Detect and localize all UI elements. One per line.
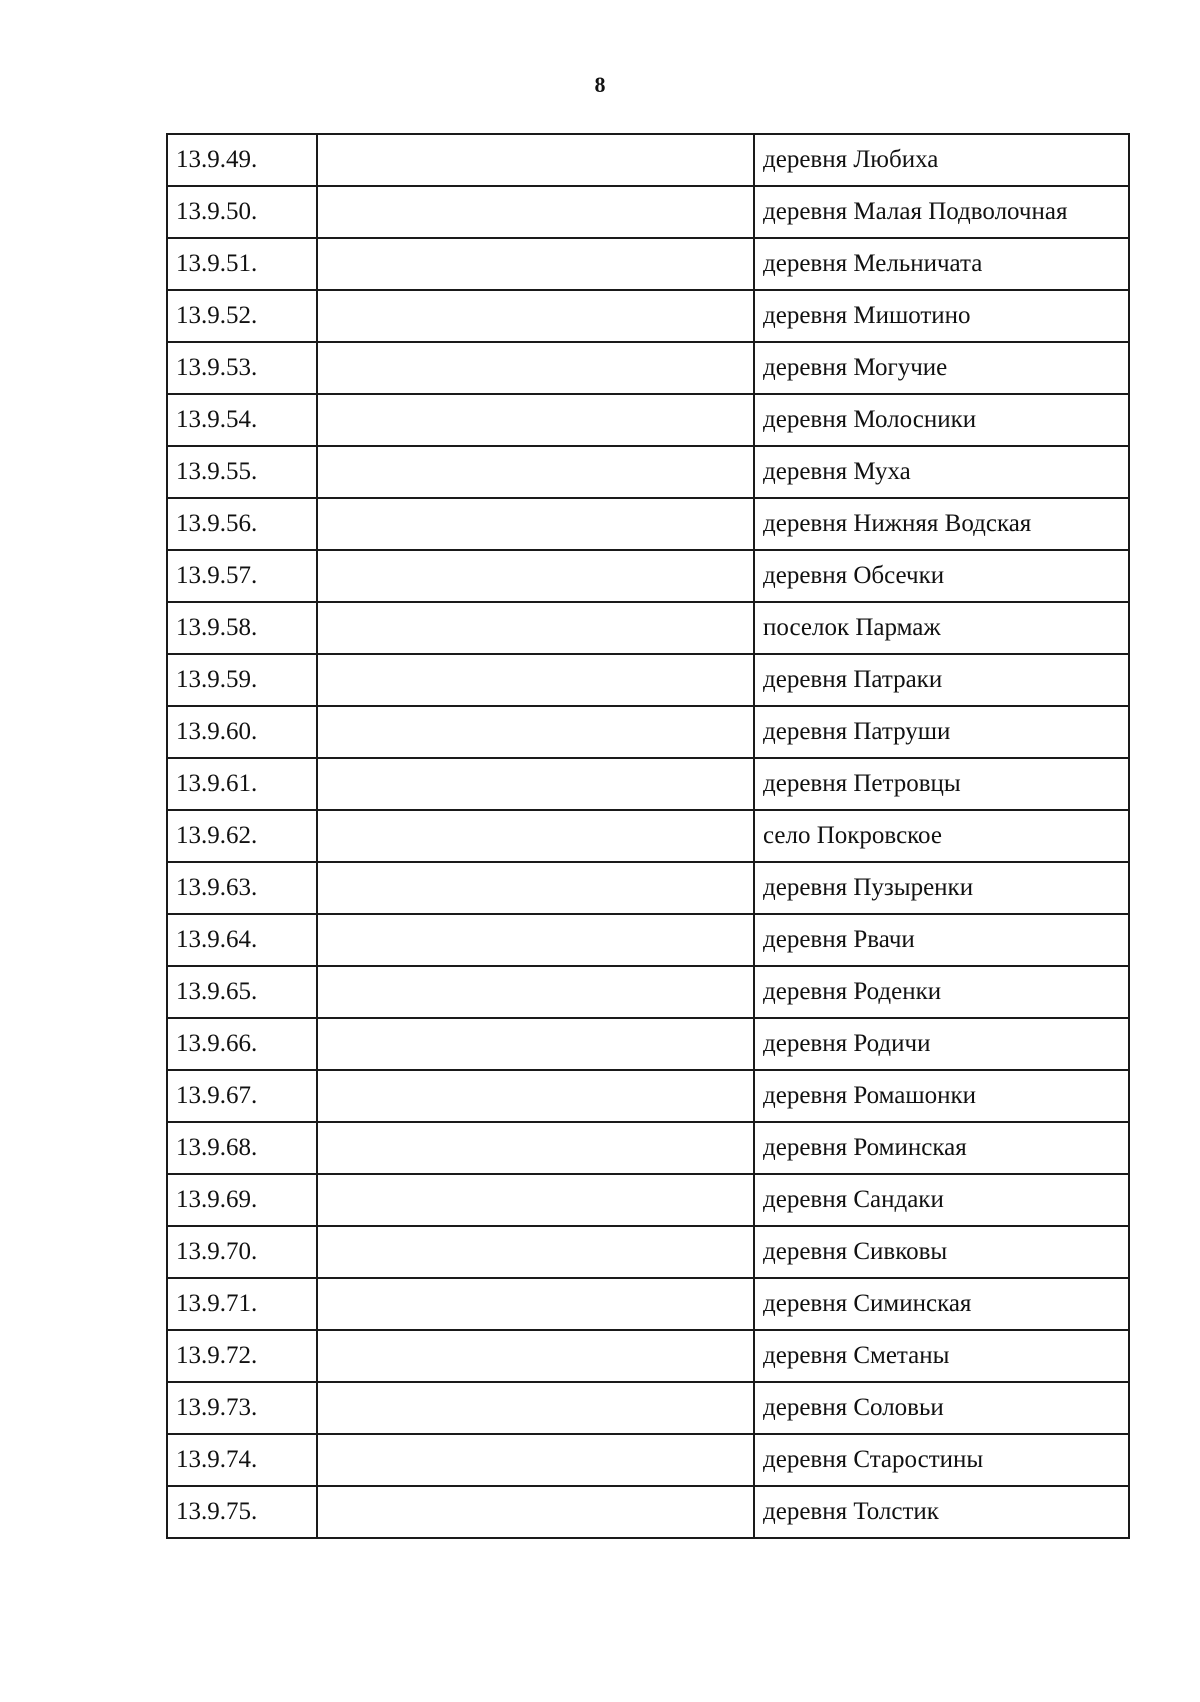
settlement-name-cell: деревня Мишотино <box>754 290 1129 342</box>
table-row <box>167 1382 1129 1434</box>
row-number-cell: 13.9.54. <box>167 394 317 446</box>
table-row <box>167 1330 1129 1382</box>
table-row <box>167 342 1129 394</box>
table-row <box>167 446 1129 498</box>
settlement-name-cell: деревня Ромашонки <box>754 1070 1129 1122</box>
settlement-name-cell: деревня Роденки <box>754 966 1129 1018</box>
row-number-cell: 13.9.63. <box>167 862 317 914</box>
row-number-cell: 13.9.58. <box>167 602 317 654</box>
row-number-cell: 13.9.60. <box>167 706 317 758</box>
settlement-name-cell: деревня Сметаны <box>754 1330 1129 1382</box>
table-row <box>167 290 1129 342</box>
table-row <box>167 1070 1129 1122</box>
settlement-name-cell: деревня Соловьи <box>754 1382 1129 1434</box>
empty-middle-cell <box>317 914 754 966</box>
settlement-name-cell: деревня Сандаки <box>754 1174 1129 1226</box>
settlement-name-cell: деревня Любиха <box>754 134 1129 186</box>
settlements-table-container <box>166 133 1128 1539</box>
table-row <box>167 810 1129 862</box>
row-number-cell: 13.9.72. <box>167 1330 317 1382</box>
table-row <box>167 1226 1129 1278</box>
empty-middle-cell <box>317 134 754 186</box>
empty-middle-cell <box>317 1070 754 1122</box>
row-number-cell: 13.9.66. <box>167 1018 317 1070</box>
table-body <box>167 134 1129 1538</box>
table-row <box>167 186 1129 238</box>
empty-middle-cell <box>317 1330 754 1382</box>
settlement-name-cell: деревня Роминская <box>754 1122 1129 1174</box>
settlements-table <box>166 133 1130 1539</box>
settlement-name-cell: деревня Нижняя Водская <box>754 498 1129 550</box>
table-row <box>167 1434 1129 1486</box>
empty-middle-cell <box>317 1278 754 1330</box>
empty-middle-cell <box>317 862 754 914</box>
row-number-cell: 13.9.61. <box>167 758 317 810</box>
settlement-name-cell: деревня Старостины <box>754 1434 1129 1486</box>
row-number-cell: 13.9.67. <box>167 1070 317 1122</box>
empty-middle-cell <box>317 1486 754 1538</box>
settlement-name-cell: деревня Молосники <box>754 394 1129 446</box>
table-row <box>167 1122 1129 1174</box>
empty-middle-cell <box>317 1018 754 1070</box>
settlement-name-cell: деревня Родичи <box>754 1018 1129 1070</box>
row-number-cell: 13.9.52. <box>167 290 317 342</box>
row-number-cell: 13.9.73. <box>167 1382 317 1434</box>
settlement-name-cell: село Покровское <box>754 810 1129 862</box>
table-row <box>167 654 1129 706</box>
settlement-name-cell: деревня Муха <box>754 446 1129 498</box>
empty-middle-cell <box>317 1382 754 1434</box>
empty-middle-cell <box>317 966 754 1018</box>
page-number: 8 <box>594 72 606 97</box>
row-number-cell: 13.9.70. <box>167 1226 317 1278</box>
row-number-cell: 13.9.59. <box>167 654 317 706</box>
table-row <box>167 602 1129 654</box>
table-row <box>167 1174 1129 1226</box>
row-number-cell: 13.9.49. <box>167 134 317 186</box>
empty-middle-cell <box>317 394 754 446</box>
settlement-name-cell: деревня Мельничата <box>754 238 1129 290</box>
table-row <box>167 1018 1129 1070</box>
settlement-name-cell: деревня Патраки <box>754 654 1129 706</box>
row-number-cell: 13.9.68. <box>167 1122 317 1174</box>
row-number-cell: 13.9.50. <box>167 186 317 238</box>
row-number-cell: 13.9.75. <box>167 1486 317 1538</box>
empty-middle-cell <box>317 1226 754 1278</box>
row-number-cell: 13.9.64. <box>167 914 317 966</box>
empty-middle-cell <box>317 602 754 654</box>
empty-middle-cell <box>317 758 754 810</box>
settlement-name-cell: деревня Могучие <box>754 342 1129 394</box>
settlement-name-cell: деревня Обсечки <box>754 550 1129 602</box>
empty-middle-cell <box>317 238 754 290</box>
settlement-name-cell: деревня Сивковы <box>754 1226 1129 1278</box>
empty-middle-cell <box>317 186 754 238</box>
row-number-cell: 13.9.55. <box>167 446 317 498</box>
table-row <box>167 758 1129 810</box>
row-number-cell: 13.9.65. <box>167 966 317 1018</box>
empty-middle-cell <box>317 498 754 550</box>
empty-middle-cell <box>317 446 754 498</box>
row-number-cell: 13.9.53. <box>167 342 317 394</box>
empty-middle-cell <box>317 290 754 342</box>
empty-middle-cell <box>317 706 754 758</box>
table-row <box>167 914 1129 966</box>
row-number-cell: 13.9.69. <box>167 1174 317 1226</box>
row-number-cell: 13.9.56. <box>167 498 317 550</box>
empty-middle-cell <box>317 1174 754 1226</box>
table-row <box>167 1486 1129 1538</box>
settlement-name-cell: деревня Рвачи <box>754 914 1129 966</box>
table-row <box>167 862 1129 914</box>
empty-middle-cell <box>317 1434 754 1486</box>
settlement-name-cell: деревня Петровцы <box>754 758 1129 810</box>
table-row <box>167 498 1129 550</box>
empty-middle-cell <box>317 810 754 862</box>
table-row <box>167 706 1129 758</box>
settlement-name-cell: деревня Патруши <box>754 706 1129 758</box>
table-row <box>167 238 1129 290</box>
settlement-name-cell: деревня Малая Подволочная <box>754 186 1129 238</box>
empty-middle-cell <box>317 654 754 706</box>
row-number-cell: 13.9.74. <box>167 1434 317 1486</box>
row-number-cell: 13.9.71. <box>167 1278 317 1330</box>
settlement-name-cell: деревня Толстик <box>754 1486 1129 1538</box>
table-row <box>167 1278 1129 1330</box>
settlement-name-cell: деревня Пузыренки <box>754 862 1129 914</box>
row-number-cell: 13.9.57. <box>167 550 317 602</box>
settlement-name-cell: поселок Пармаж <box>754 602 1129 654</box>
empty-middle-cell <box>317 1122 754 1174</box>
table-row <box>167 966 1129 1018</box>
table-row <box>167 550 1129 602</box>
table-row <box>167 394 1129 446</box>
settlement-name-cell: деревня Симинская <box>754 1278 1129 1330</box>
empty-middle-cell <box>317 550 754 602</box>
row-number-cell: 13.9.62. <box>167 810 317 862</box>
empty-middle-cell <box>317 342 754 394</box>
row-number-cell: 13.9.51. <box>167 238 317 290</box>
table-row <box>167 134 1129 186</box>
